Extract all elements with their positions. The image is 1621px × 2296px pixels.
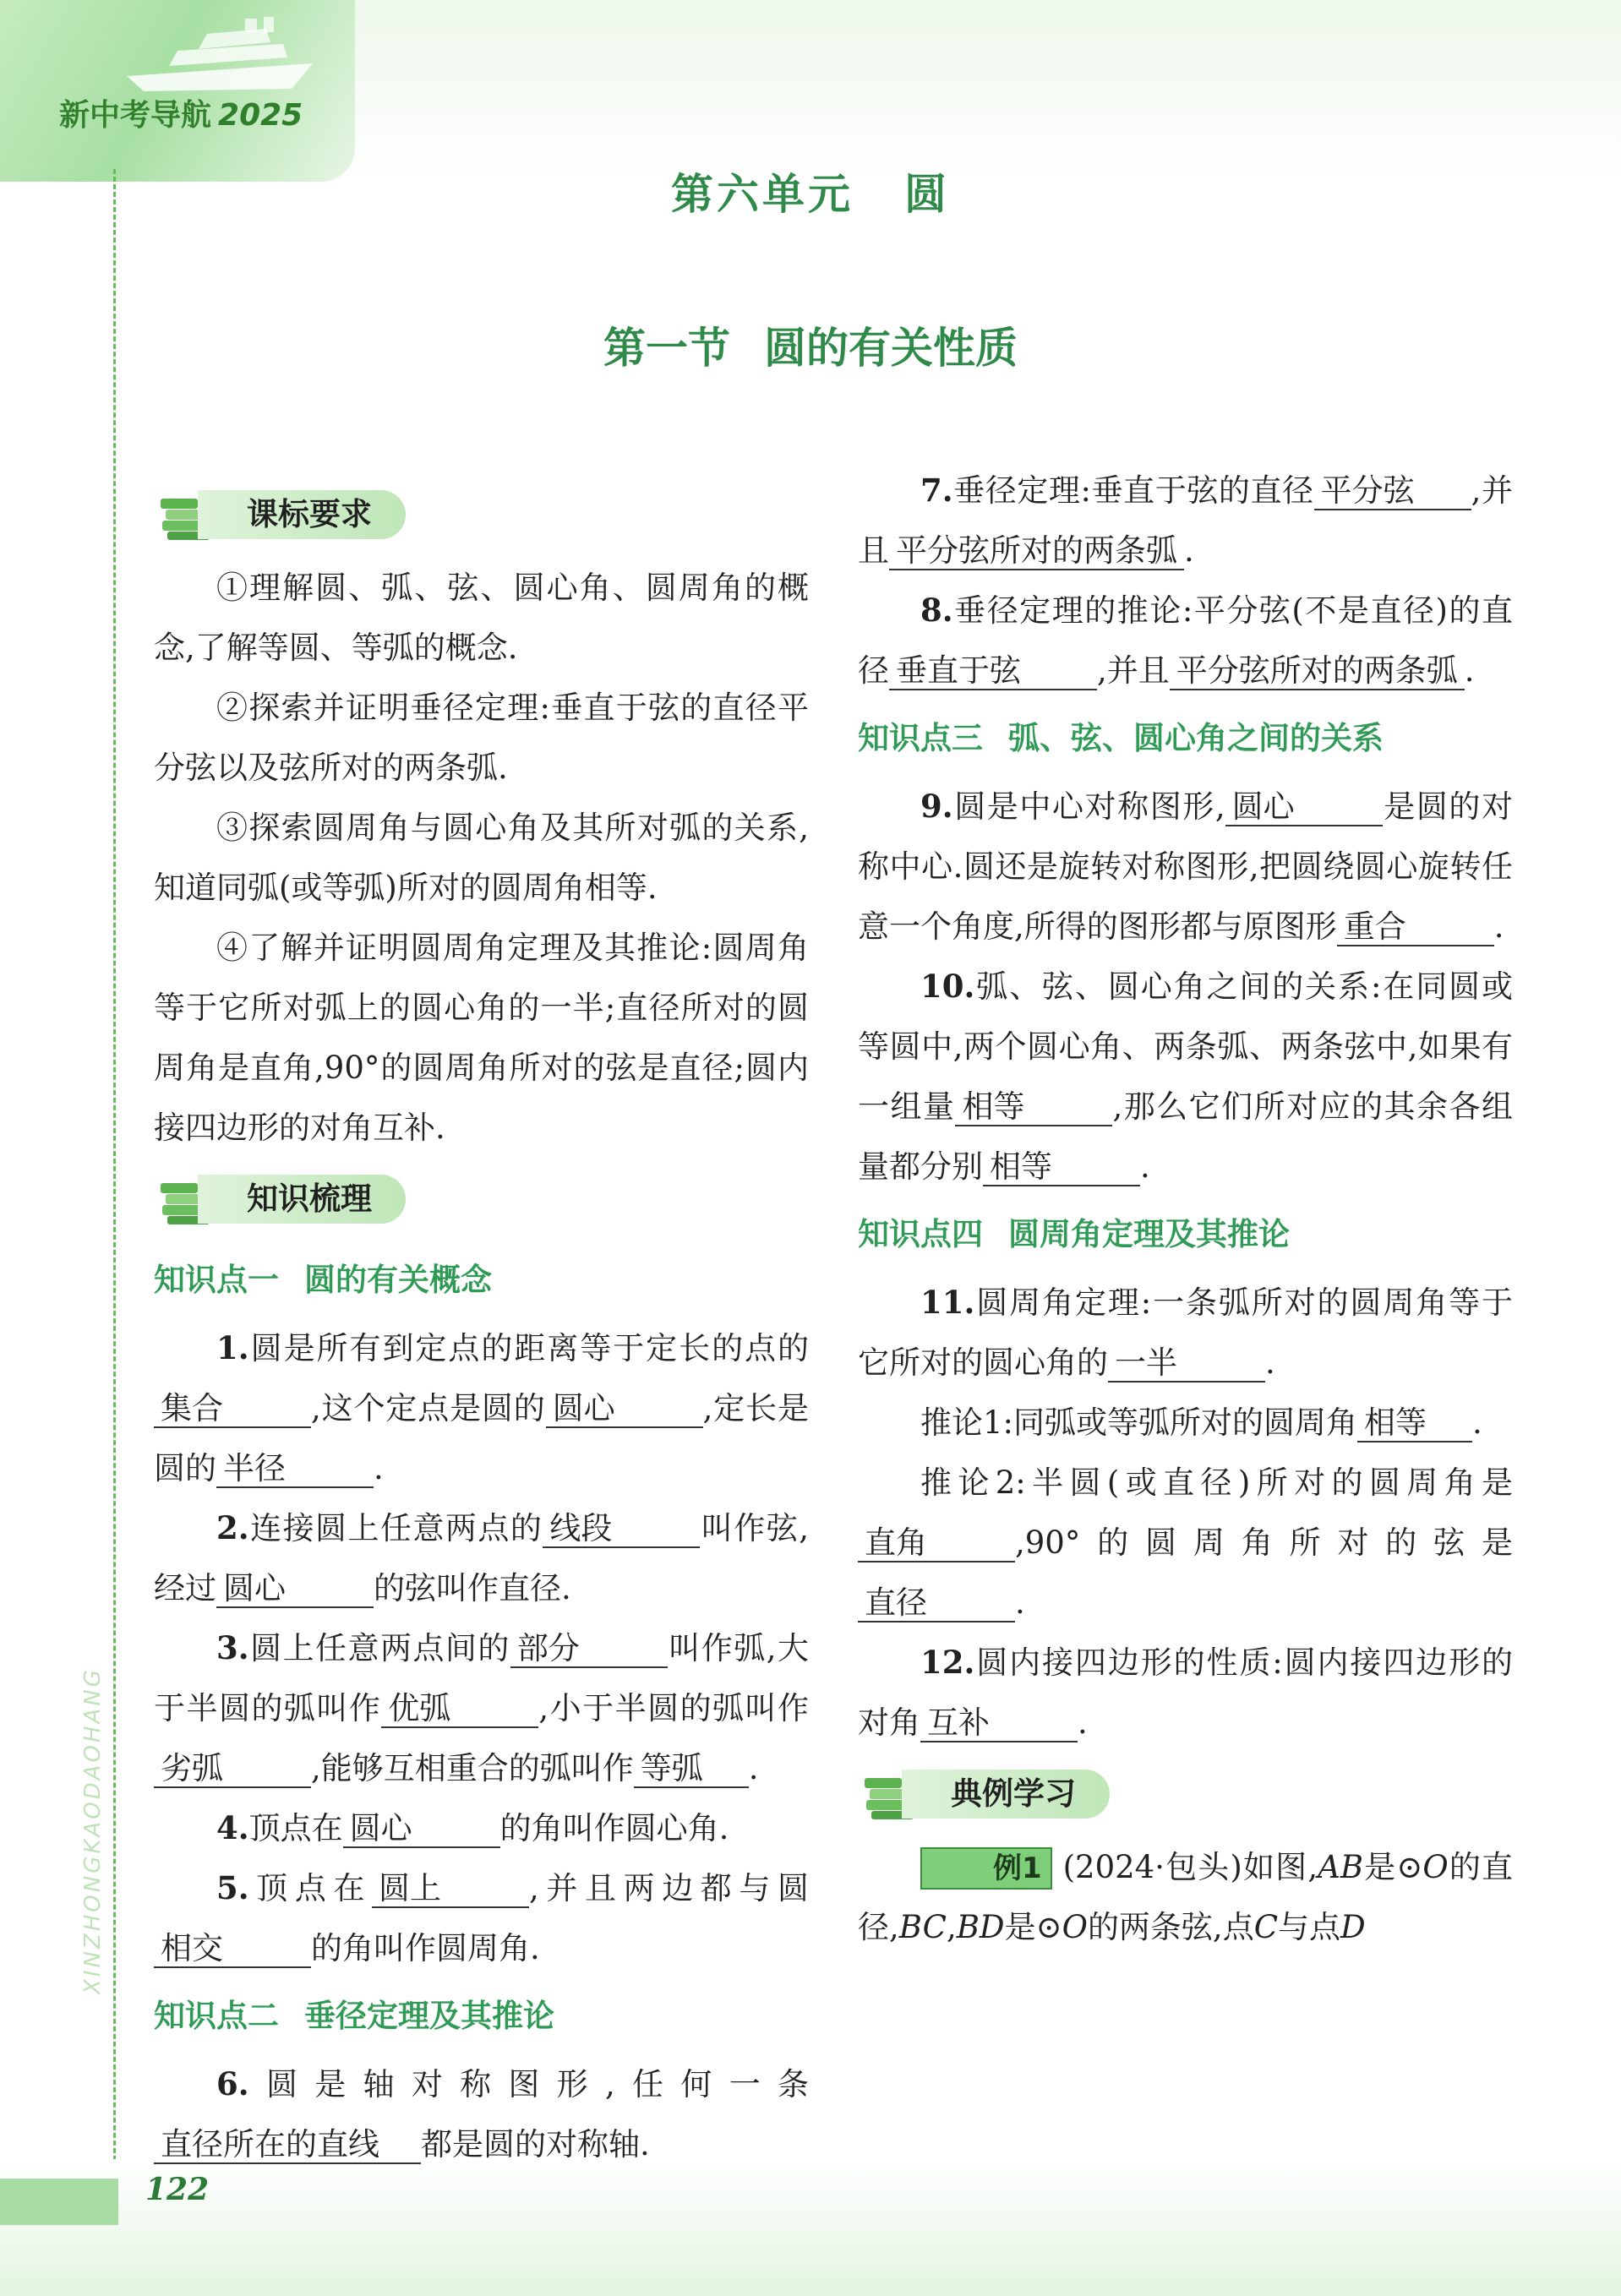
- badge-dianli: [861, 1759, 1513, 1830]
- badge-label: 课标要求: [198, 490, 406, 539]
- example-1: 例1 (2024·包头)如图,AB是⊙O的直径,BC,BD是⊙O的两条弦,点C与点D: [858, 1849, 1513, 1945]
- right-column: [858, 461, 1513, 1957]
- margin-dashed-line: [113, 169, 116, 2214]
- kebiao-2: ②探索并证明垂径定理:垂直于弦的直径平分弦以及弦所对的两条弧.: [154, 690, 809, 786]
- item-4: 4.顶点在 圆心 的角叫作圆心角.: [216, 1809, 729, 1846]
- item-1: 1.圆是所有到定点的距离等于定长的点的集合 ,这个定点是圆的 圆心 ,定长是圆的 半径 .: [154, 1329, 809, 1486]
- corollary-2: 推论2:半圆(或直径)所对的圆周角是直角 ,90°的圆周角所对的弦是直径 .: [858, 1453, 1513, 1633]
- knowledge-point-4: 知识点四 圆周角定理及其推论: [858, 1216, 1290, 1252]
- item-12: 12.圆内接四边形的性质:圆内接四边形的对角 互补 .: [858, 1644, 1513, 1741]
- item-5: 5.顶点在 圆上 ,并且两边都与圆相交 的角叫作圆周角.: [154, 1858, 809, 1978]
- item-3: 3.圆上任意两点间的 部分 叫作弧,大于半圆的弧叫作 优弧 ,小于半圆的弧叫作劣弧 ,能够互相重合的弧叫作 等弧 .: [154, 1629, 810, 1786]
- unit-title: 第六单元 圆: [671, 170, 950, 219]
- badge-kebiao: [157, 480, 809, 551]
- item-7: 7.垂径定理:垂直于弦的直径 平分弦 ,并且 平分弦所对的两条弧 .: [858, 472, 1513, 569]
- left-column: [154, 473, 809, 2174]
- side-vertical-text: XINZHONGKAODAOHANG: [80, 1667, 106, 1994]
- item-9: 9.圆是中心对称图形, 圆心 是圆的对称中心.圆还是旋转对称图形,把圆绕圆心旋转任意一个角度,所得的图形都与原图形 重合 .: [858, 788, 1514, 945]
- knowledge-point-2: 知识点二 垂径定理及其推论: [154, 1998, 554, 2034]
- item-2: 2.连接圆上任意两点的 线段 叫作弦,经过 圆心 的弦叫作直径.: [154, 1509, 810, 1606]
- item-6: 6.圆是轴对称图形,任何一条直径所在的直线 都是圆的对称轴.: [154, 2054, 809, 2174]
- example-label: 例1: [920, 1847, 1052, 1890]
- ship-icon: [118, 17, 330, 97]
- section-title: 第一节 圆的有关性质: [603, 323, 1018, 373]
- badge-label: 典例学习: [902, 1770, 1110, 1819]
- page-number: 122: [145, 2172, 210, 2207]
- item-10: 10.弧、弦、圆心角之间的关系:在同圆或等圆中,两个圆心角、两条弧、两条弦中,如果有一组量 相等 ,那么它们所对应的其余各组量都分别 相等 .: [858, 968, 1514, 1185]
- footer-decoration: [0, 2179, 118, 2225]
- knowledge-point-3: 知识点三 弧、弦、圆心角之间的关系: [858, 720, 1384, 756]
- knowledge-point-1: 知识点一 圆的有关概念: [154, 1262, 492, 1298]
- kebiao-1: ①理解圆、弧、弦、圆心角、圆周角的概念,了解等圆、等弧的概念.: [154, 570, 809, 666]
- brand-logo: 新中考导航 2025: [59, 98, 303, 133]
- footer-band: [0, 2159, 1621, 2296]
- badge-label: 知识梳理: [198, 1175, 406, 1224]
- item-8: 8.垂径定理的推论:平分弦(不是直径)的直径 垂直于弦 ,并且 平分弦所对的两条弧 .: [858, 592, 1513, 689]
- kebiao-3: ③探索圆周角与圆心角及其所对弧的关系,知道同弧(或等弧)所对的圆周角相等.: [154, 810, 809, 906]
- item-11: 11.圆周角定理:一条弧所对的圆周角等于它所对的圆心角的 一半 .: [858, 1284, 1513, 1381]
- badge-shuli: [157, 1164, 809, 1235]
- corollary-1: 推论1:同弧或等弧所对的圆周角 相等 .: [920, 1404, 1482, 1441]
- kebiao-4: ④了解并证明圆周角定理及其推论:圆周角等于它所对弧上的圆心角的一半;直径所对的圆周角是直角,90°的圆周角所对的弦是直径;圆内接四边形的对角互补.: [154, 930, 809, 1146]
